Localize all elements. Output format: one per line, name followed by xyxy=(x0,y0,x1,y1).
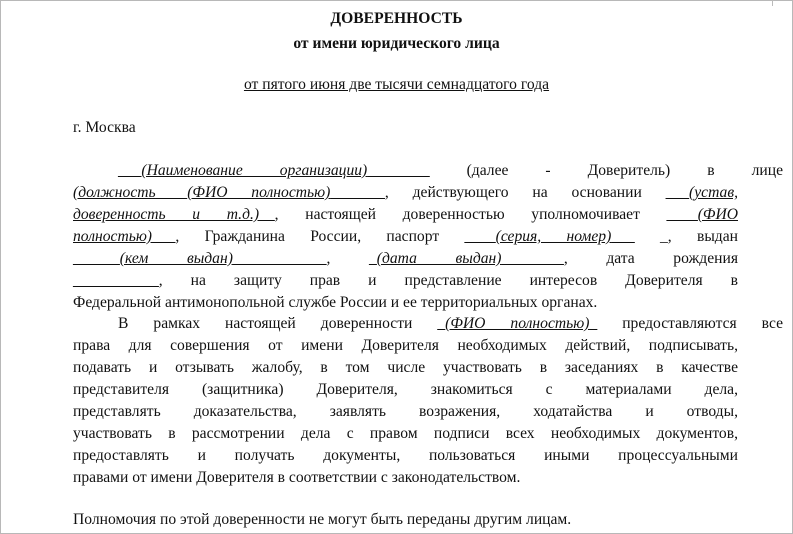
paragraph-1-line-6 xyxy=(73,270,738,292)
underscore-blank: ____ xyxy=(666,206,698,223)
paragraph-2-line-7: предоставлять и получать документы, пользоваться иными процессуальными xyxy=(73,447,738,464)
paragraph-1-line-4 xyxy=(73,226,738,248)
underscore-blank: _ xyxy=(589,315,598,332)
paragraph-2-line-5: представлять доказательства, заявлять возражения, ходатайства и отводы, xyxy=(73,403,738,420)
paragraph-2-line-4: представителя (защитника) Доверителя, знакомиться с материалами дела, xyxy=(73,381,738,398)
paragraph-1-line-7: Федеральной антимонопольной службе России и ее территориальных органах. xyxy=(73,294,598,311)
paragraph-text: В рамках настоящей доверенности xyxy=(118,315,438,332)
underscore-blank: ___ xyxy=(118,162,142,179)
paragraph-text: , настоящей доверенностью уполномочивает xyxy=(274,206,667,223)
paragraph-text: , xyxy=(326,250,369,267)
document-subtitle: от имени юридического лица xyxy=(293,35,500,52)
paragraph-2-line-1 xyxy=(73,313,783,335)
paragraph-2-line-2: права для совершения от имени Доверителя необходимых действий, подписывать, xyxy=(73,337,738,354)
issued-by-placeholder: (кем выдан) xyxy=(119,250,233,267)
underscore-blank: ______ xyxy=(73,250,120,267)
underscore-blank: ___________ xyxy=(73,272,159,289)
paragraph-2-line-6: участвовать в рассмотрении дела с правом подписи всех необходимых документов, xyxy=(73,425,738,442)
trustee-full-placeholder: (ФИО полностью) xyxy=(445,315,590,332)
paragraph-text: предоставляются все xyxy=(597,315,783,332)
underscore-blank: ___ xyxy=(152,228,176,245)
passport-placeholder: (серия, номер) xyxy=(495,228,612,245)
paragraph-1-line-3 xyxy=(73,204,738,226)
paragraph-text: _, выдан xyxy=(634,228,738,245)
paragraph-text: , действующего на основании xyxy=(384,184,666,201)
underscore-blank: ____ xyxy=(464,228,496,245)
document-date: от пятого июня две тысячи семнадцатого года xyxy=(243,76,550,93)
paragraph-2-line-8: правами от имени Доверителя в соответствии с законодательством. xyxy=(73,469,521,486)
underscore-blank: _______ xyxy=(330,184,385,201)
paragraph-text: , дата рождения xyxy=(563,250,738,267)
underscore-blank: ___ xyxy=(611,228,635,245)
position-name-placeholder: (должность _(ФИО полностью) xyxy=(73,184,331,201)
underscore-blank: _ xyxy=(437,315,446,332)
organization-placeholder: (Наименование организации) xyxy=(141,162,368,179)
paragraph-1-line-1 xyxy=(73,160,783,182)
underscore-blank: ________ xyxy=(367,162,430,179)
paragraph-text: , на защиту прав и представление интересов Доверителя в xyxy=(158,272,738,289)
underscore-blank: ____________ xyxy=(232,250,327,267)
underscore-blank: ___ xyxy=(665,184,690,201)
final-paragraph: Полномочия по этой доверенности не могут быть переданы другим лицам. xyxy=(73,511,572,528)
paragraph-text: (далее - Доверитель) в лице xyxy=(429,162,783,179)
underscore-blank: ________ xyxy=(501,250,564,267)
document-city: г. Москва xyxy=(73,119,136,136)
paragraph-text: , Гражданина России, паспорт xyxy=(175,228,465,245)
document-title: ДОВЕРЕННОСТЬ xyxy=(330,10,463,27)
issue-date-placeholder: (дата выдан) xyxy=(376,250,502,267)
trustee-placeholder-part-2: полностью) xyxy=(73,228,153,245)
paragraph-1-line-2 xyxy=(73,182,738,204)
trustee-placeholder-part-1: (ФИО xyxy=(697,206,738,223)
underscore-blank: _ xyxy=(368,250,377,267)
underscore-blank: __ xyxy=(259,206,275,223)
paragraph-1-line-5 xyxy=(73,248,738,270)
basis-placeholder-part-2: доверенность и т.д.) xyxy=(73,206,260,223)
basis-placeholder-part-1: (устав, xyxy=(689,184,738,201)
paragraph-2-line-3: подавать и отзывать жалобу, в том числе участвовать в заседаниях в качестве xyxy=(73,359,738,376)
frame-corner-mark xyxy=(772,0,773,6)
